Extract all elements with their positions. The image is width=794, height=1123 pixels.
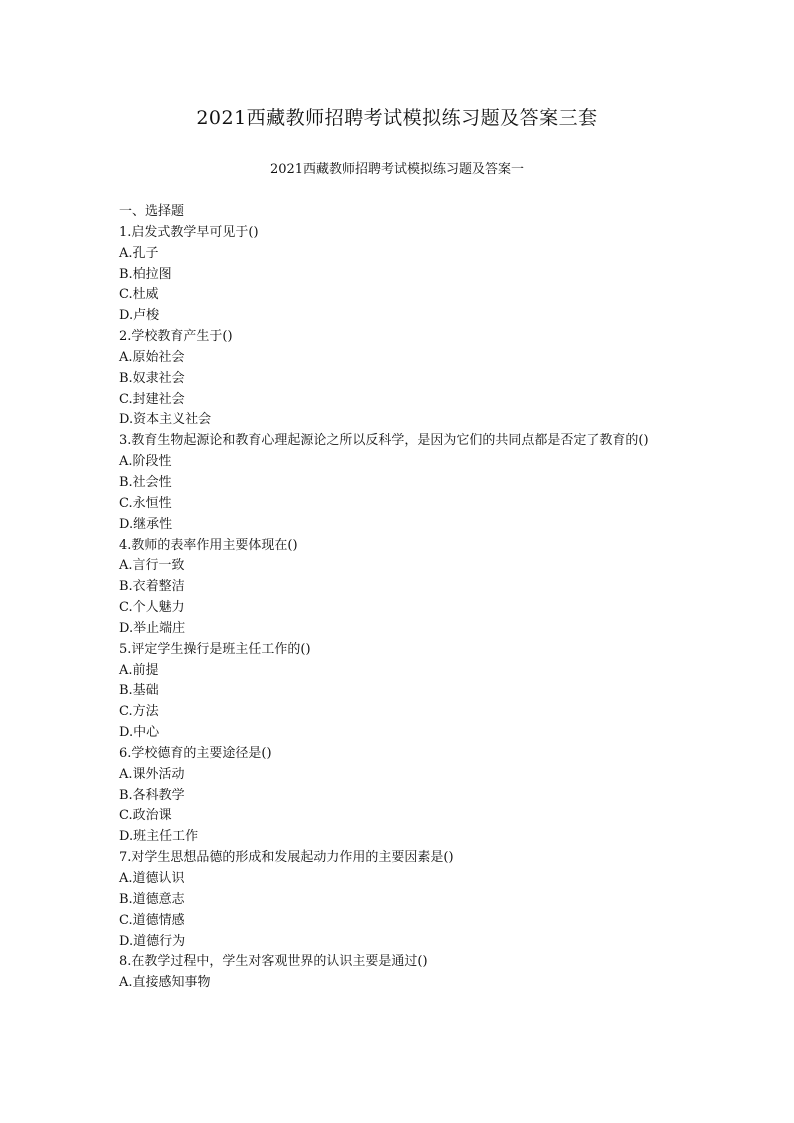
answer-option: A.阶段性 <box>119 454 172 470</box>
answer-option: C.个人魅力 <box>119 600 185 616</box>
question-2 <box>119 327 679 431</box>
question-stem: 6.学校德育的主要途径是() <box>119 745 272 761</box>
question-stem: 5.评定学生操行是班主任工作的() <box>119 641 311 657</box>
question-stem: 3.教育生物起源论和教育心理起源论之所以反科学，是因为它们的共同点都是否定了教育的() <box>119 433 649 449</box>
answer-option: C.政治课 <box>119 808 172 824</box>
answer-option: C.杜威 <box>119 287 159 303</box>
question-1 <box>119 223 679 327</box>
answer-option: A.原始社会 <box>119 349 185 365</box>
answer-option: B.社会性 <box>119 474 172 490</box>
answer-option: B.各科教学 <box>119 787 185 803</box>
answer-option: A.前提 <box>119 662 159 678</box>
answer-option: A.孔子 <box>119 245 159 261</box>
question-4 <box>119 536 679 640</box>
answer-option: C.永恒性 <box>119 495 172 511</box>
answer-option: B.基础 <box>119 683 159 699</box>
document-body <box>119 202 679 994</box>
document-title: 2021西藏教师招聘考试模拟练习题及答案三套 <box>196 107 598 129</box>
answer-option: B.奴隶社会 <box>119 370 185 386</box>
answer-option: B.柏拉图 <box>119 266 172 282</box>
question-6 <box>119 744 679 848</box>
document-subtitle: 2021西藏教师招聘考试模拟练习题及答案一 <box>269 162 525 177</box>
answer-option: D.继承性 <box>119 516 173 532</box>
answer-option: D.资本主义社会 <box>119 412 212 428</box>
answer-option: C.封建社会 <box>119 391 185 407</box>
question-stem: 2.学校教育产生于() <box>119 329 233 345</box>
answer-option: D.中心 <box>119 725 160 741</box>
answer-option: D.卢梭 <box>119 308 160 324</box>
question-7 <box>119 848 679 952</box>
answer-option: B.衣着整洁 <box>119 579 185 595</box>
answer-option: D.道德行为 <box>119 933 186 949</box>
answer-option: D.班主任工作 <box>119 829 199 845</box>
answer-option: A.课外活动 <box>119 766 185 782</box>
answer-option: C.方法 <box>119 704 159 720</box>
answer-option: B.道德意志 <box>119 891 185 907</box>
question-stem: 1.启发式教学早可见于() <box>119 224 259 240</box>
question-stem: 4.教师的表率作用主要体现在() <box>119 537 298 553</box>
answer-option: C.道德情感 <box>119 912 185 928</box>
answer-option: A.直接感知事物 <box>119 975 211 991</box>
question-stem: 7.对学生思想品德的形成和发展起动力作用的主要因素是() <box>119 850 454 866</box>
answer-option: D.举止端庄 <box>119 620 186 636</box>
question-stem: 8.在教学过程中，学生对客观世界的认识主要是通过() <box>119 954 428 970</box>
section-heading: 一、选择题 <box>119 204 185 219</box>
answer-option: A.言行一致 <box>119 558 185 574</box>
question-8 <box>119 952 679 994</box>
answer-option: A.道德认识 <box>119 871 185 886</box>
question-5 <box>119 640 679 744</box>
question-3 <box>119 431 679 535</box>
